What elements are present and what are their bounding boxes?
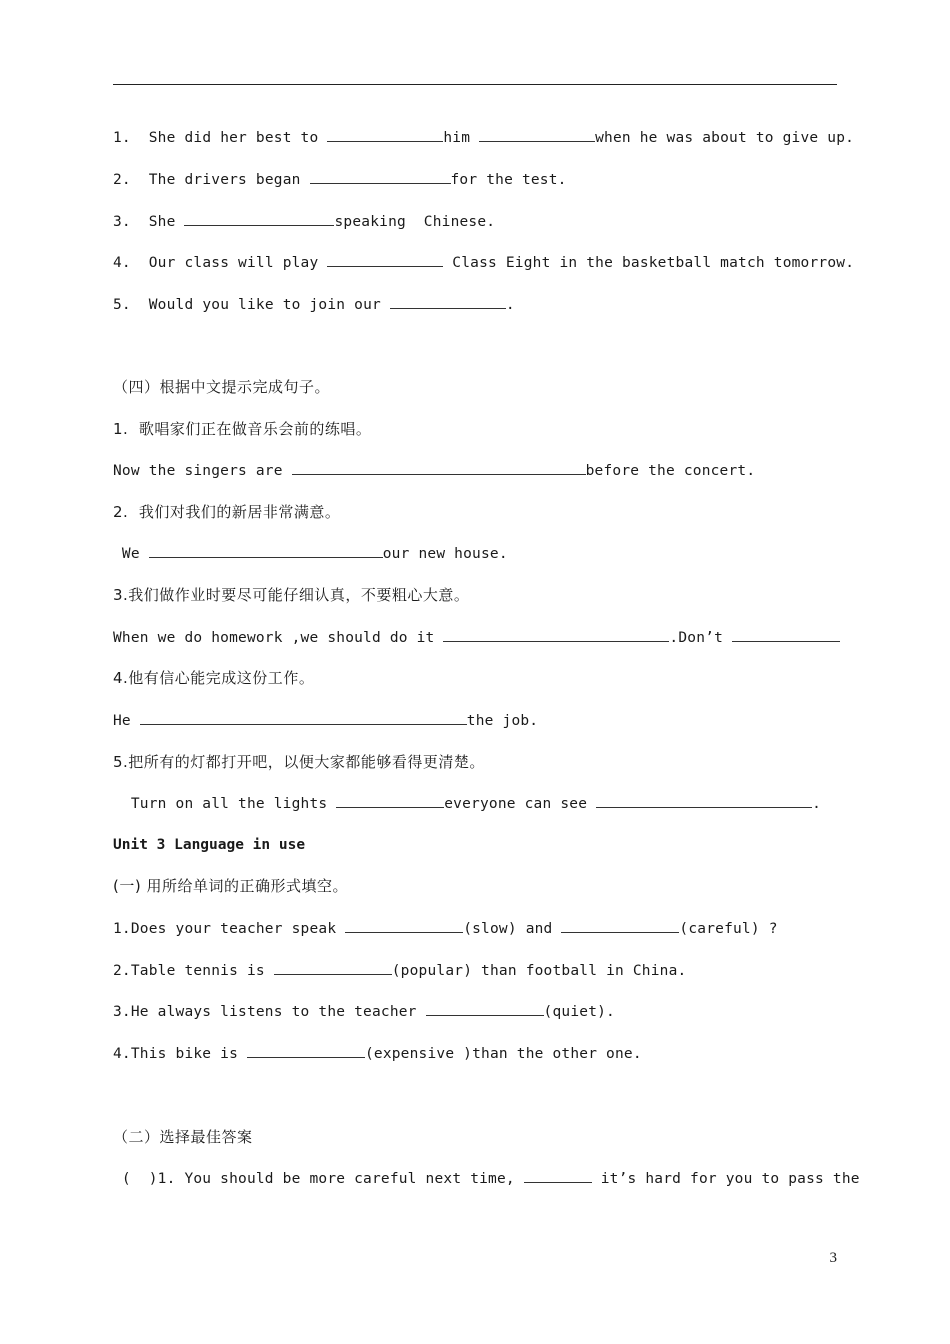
answer-blank[interactable] — [426, 1001, 544, 1016]
english-sentence: We our new house. — [113, 543, 508, 564]
answer-blank[interactable] — [443, 627, 669, 642]
answer-blank[interactable] — [184, 211, 334, 226]
answer-blank[interactable] — [732, 627, 840, 642]
answer-blank[interactable] — [327, 252, 443, 267]
answer-blank[interactable] — [310, 169, 451, 184]
english-sentence: Turn on all the lights everyone can see . — [113, 793, 821, 814]
english-sentence: Now the singers are before the concert. — [113, 460, 755, 481]
fill-line: 3.He always listens to the teacher (quiet). — [113, 1001, 615, 1022]
answer-blank[interactable] — [345, 918, 463, 933]
exercise-line: 5. Would you like to join our . — [113, 294, 515, 315]
answer-blank[interactable] — [336, 793, 444, 808]
page-number: 3 — [829, 1250, 837, 1266]
answer-blank[interactable] — [327, 127, 443, 142]
exercise-line: 2. The drivers began for the test. — [113, 169, 567, 190]
answer-blank[interactable] — [479, 127, 595, 142]
chinese-prompt: 4.他有信心能完成这份工作。 — [113, 669, 315, 687]
fill-line: 1.Does your teacher speak (slow) and (careful) ? — [113, 918, 778, 939]
english-sentence: He the job. — [113, 710, 538, 731]
header-rule — [113, 84, 837, 85]
chinese-prompt: 5.把所有的灯都打开吧，以便大家都能够看得更清楚。 — [113, 753, 485, 771]
exercise-line: 3. She speaking Chinese. — [113, 211, 495, 232]
choice-question: ( )1. You should be more careful next time, it’s hard for you to pass the — [113, 1168, 860, 1189]
answer-blank[interactable] — [561, 918, 679, 933]
answer-blank[interactable] — [247, 1043, 365, 1058]
fill-line: 4.This bike is (expensive )than the other one. — [113, 1043, 642, 1064]
section-heading: （四）根据中文提示完成句子。 — [113, 378, 331, 396]
unit-title: Unit 3 Language in use — [113, 837, 306, 853]
chinese-prompt: 2. 我们对我们的新居非常满意。 — [113, 503, 341, 521]
chinese-prompt: 3.我们做作业时要尽可能仔细认真，不要粗心大意。 — [113, 586, 470, 604]
exercise-line: 1. She did her best to him when he was about to give up. — [113, 127, 854, 148]
answer-blank[interactable] — [140, 710, 467, 725]
answer-blank[interactable] — [292, 460, 586, 475]
answer-blank[interactable] — [149, 543, 383, 558]
chinese-prompt: 1. 歌唱家们正在做音乐会前的练唱。 — [113, 420, 372, 438]
answer-blank[interactable] — [524, 1168, 592, 1183]
fill-line: 2.Table tennis is (popular) than football in China. — [113, 960, 686, 981]
section-heading: (一) 用所给单词的正确形式填空。 — [113, 877, 348, 895]
answer-blank[interactable] — [274, 960, 392, 975]
english-sentence: When we do homework ,we should do it .Don’t — [113, 627, 840, 648]
answer-blank[interactable] — [596, 793, 812, 808]
exercise-line: 4. Our class will play Class Eight in the basketball match tomorrow. — [113, 252, 854, 273]
answer-blank[interactable] — [390, 294, 506, 309]
section-heading: （二）选择最佳答案 — [113, 1128, 253, 1146]
